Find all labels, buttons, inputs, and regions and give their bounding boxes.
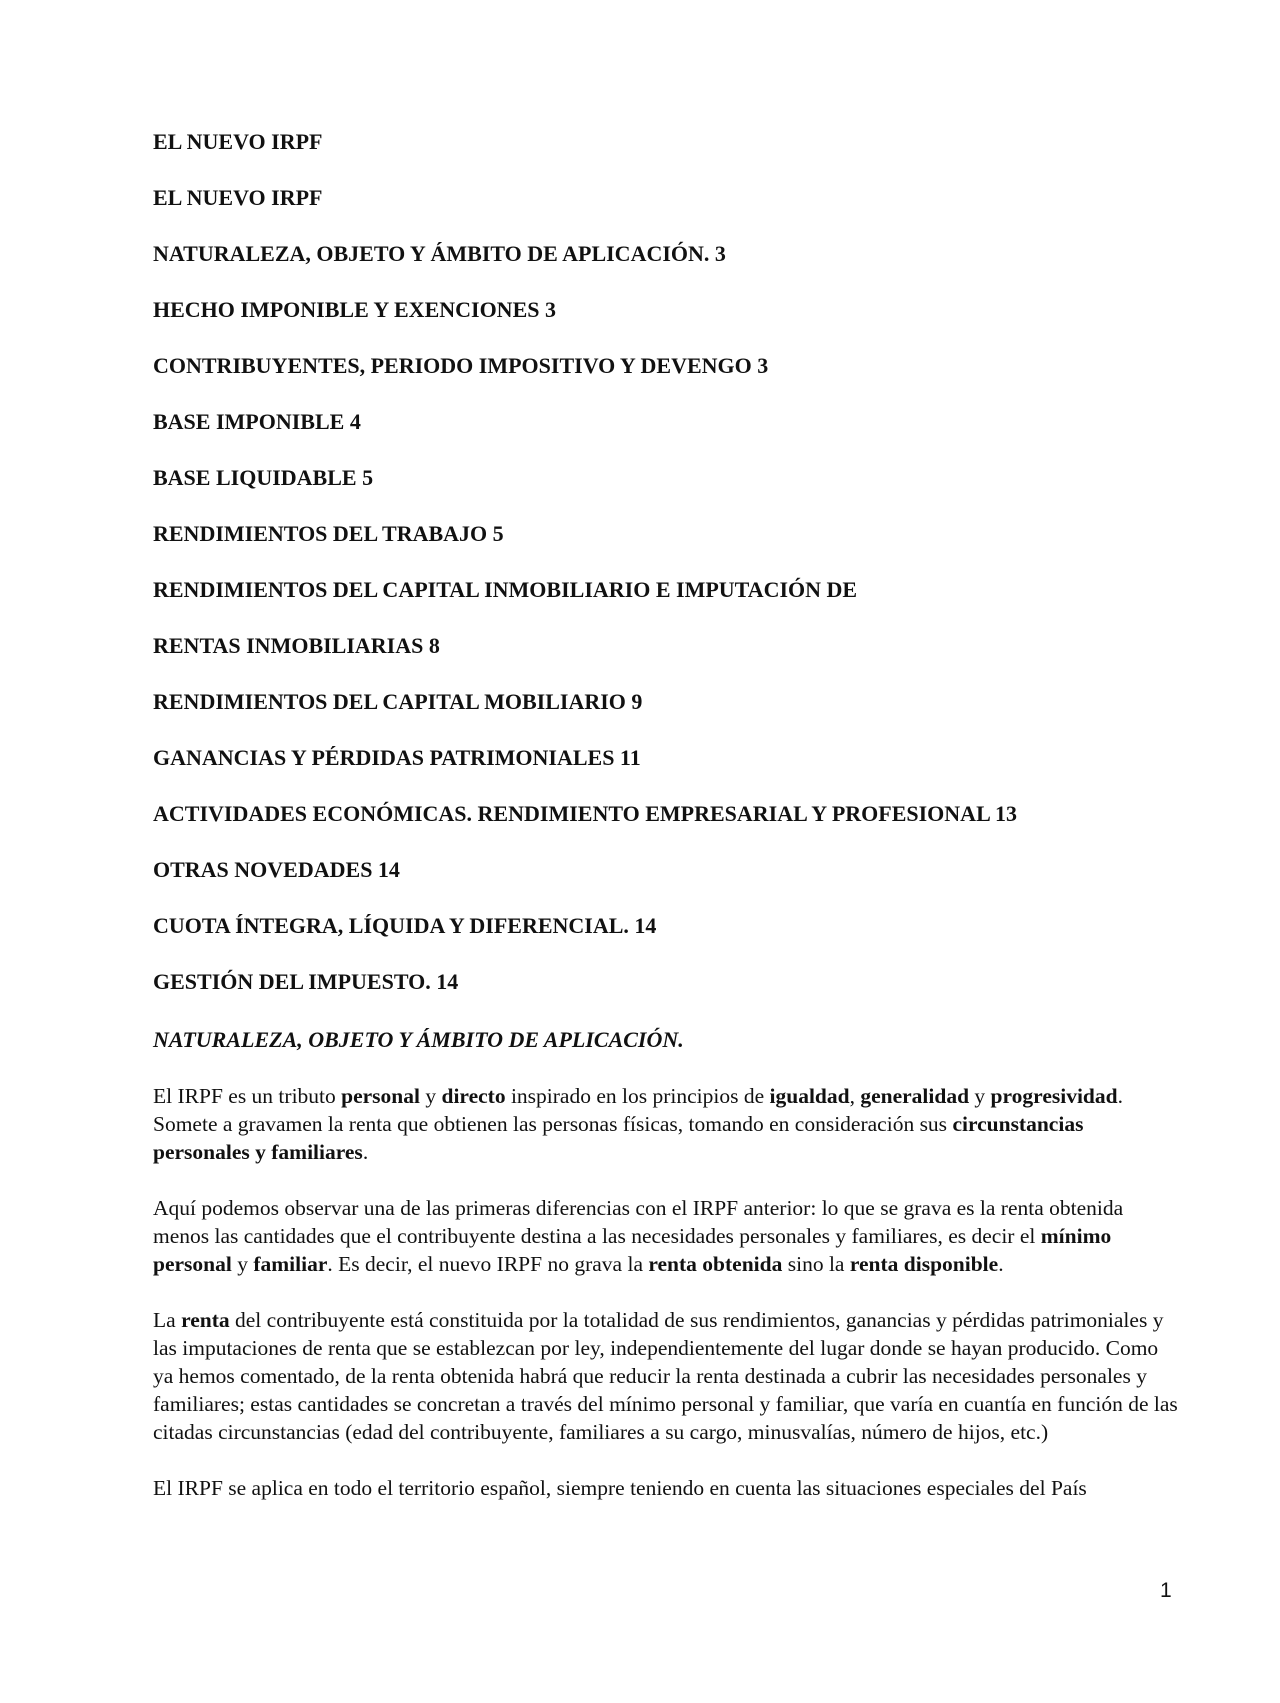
- page-number: 1: [1160, 1579, 1172, 1602]
- toc-entry: OTRAS NOVEDADES 14: [153, 857, 400, 882]
- text-run: ,: [849, 1084, 861, 1108]
- toc-entry: BASE IMPONIBLE 4: [153, 409, 361, 434]
- table-of-contents: [153, 128, 1193, 1024]
- toc-entry: RENDIMIENTOS DEL CAPITAL MOBILIARIO 9: [153, 689, 643, 714]
- toc-entry: BASE LIQUIDABLE 5: [153, 465, 374, 490]
- text-run: .: [362, 1140, 369, 1164]
- toc-entry: HECHO IMPONIBLE Y EXENCIONES 3: [153, 297, 556, 322]
- text-run: Aquí podemos observar una de las primeras diferencias con el IRPF anterior: lo que se grava es la renta obtenida menos las cantidades que el contribuyente destina a las necesidades personales y familiares, es decir el: [153, 1196, 1124, 1248]
- bold-term: circunstancias personales y familiares: [153, 1112, 1084, 1164]
- text-run: El IRPF es un tributo: [153, 1084, 342, 1108]
- paragraph-4: [153, 1474, 1183, 1502]
- text-run: y: [969, 1084, 991, 1108]
- toc-entry: RENDIMIENTOS DEL TRABAJO 5: [153, 521, 504, 546]
- toc-entry: GANANCIAS Y PÉRDIDAS PATRIMONIALES 11: [153, 745, 641, 770]
- bold-term: generalidad: [860, 1084, 970, 1108]
- text-run: y: [419, 1084, 442, 1108]
- toc-entry: CONTRIBUYENTES, PERIODO IMPOSITIVO Y DEVENGO 3: [153, 353, 769, 378]
- toc-entry: EL NUEVO IRPF: [153, 185, 323, 210]
- text-run: del contribuyente está constituida por la totalidad de sus rendimientos, ganancias y pérdidas patrimoniales y las imputaciones de renta que se establezcan por ley, independientemente del lugar donde se hayan producido. Como ya hemos comentado, de la renta obtenida habrá que reducir la renta destinada a cubrir las necesidades personales y familiares; estas cantidades se concretan a través del mínimo personal y familiar, que varía en cuantía en función de las citadas circunstancias (edad del contribuyente, familiares a su cargo, minusvalías, número de hijos, etc.): [153, 1308, 1178, 1444]
- bold-term: igualdad: [769, 1084, 850, 1108]
- section-heading: NATURALEZA, OBJETO Y ÁMBITO DE APLICACIÓN.: [153, 1027, 684, 1052]
- bold-term: renta obtenida: [648, 1252, 783, 1276]
- text-run: El IRPF se aplica en todo el territorio español, siempre teniendo en cuenta las situaciones especiales del País: [153, 1476, 1087, 1500]
- text-run: y: [231, 1252, 254, 1276]
- paragraph-1: [153, 1082, 1183, 1166]
- bold-term: renta: [181, 1308, 230, 1332]
- toc-entry: CUOTA ÍNTEGRA, LÍQUIDA Y DIFERENCIAL. 14: [153, 913, 657, 938]
- body-text: [153, 1082, 1183, 1530]
- bold-term: progresividad: [990, 1084, 1118, 1108]
- text-run: sino la: [782, 1252, 850, 1276]
- toc-entry: NATURALEZA, OBJETO Y ÁMBITO DE APLICACIÓN. 3: [153, 241, 726, 266]
- toc-entry: GESTIÓN DEL IMPUESTO. 14: [153, 969, 459, 994]
- text-run: . Somete a gravamen la renta que obtienen las personas físicas, tomando en consideración sus: [153, 1084, 1123, 1136]
- text-run: .: [998, 1252, 1004, 1276]
- text-run: inspirado en los principios de: [505, 1084, 770, 1108]
- bold-term: mínimo personal: [153, 1224, 1112, 1276]
- toc-entry: EL NUEVO IRPF: [153, 129, 323, 154]
- toc-entry: RENTAS INMOBILIARIAS 8: [153, 633, 440, 658]
- bold-term: personal: [341, 1084, 420, 1108]
- toc-entry: RENDIMIENTOS DEL CAPITAL INMOBILIARIO E IMPUTACIÓN DE: [153, 577, 858, 602]
- bold-term: directo: [441, 1084, 506, 1108]
- text-run: . Es decir, el nuevo IRPF no grava la: [327, 1252, 649, 1276]
- paragraph-2: [153, 1194, 1183, 1278]
- text-run: La: [153, 1308, 182, 1332]
- paragraph-3: [153, 1306, 1183, 1446]
- toc-entry: ACTIVIDADES ECONÓMICAS. RENDIMIENTO EMPRESARIAL Y PROFESIONAL 13: [153, 801, 1018, 826]
- bold-term: familiar: [253, 1252, 328, 1276]
- bold-term: renta disponible: [849, 1252, 999, 1276]
